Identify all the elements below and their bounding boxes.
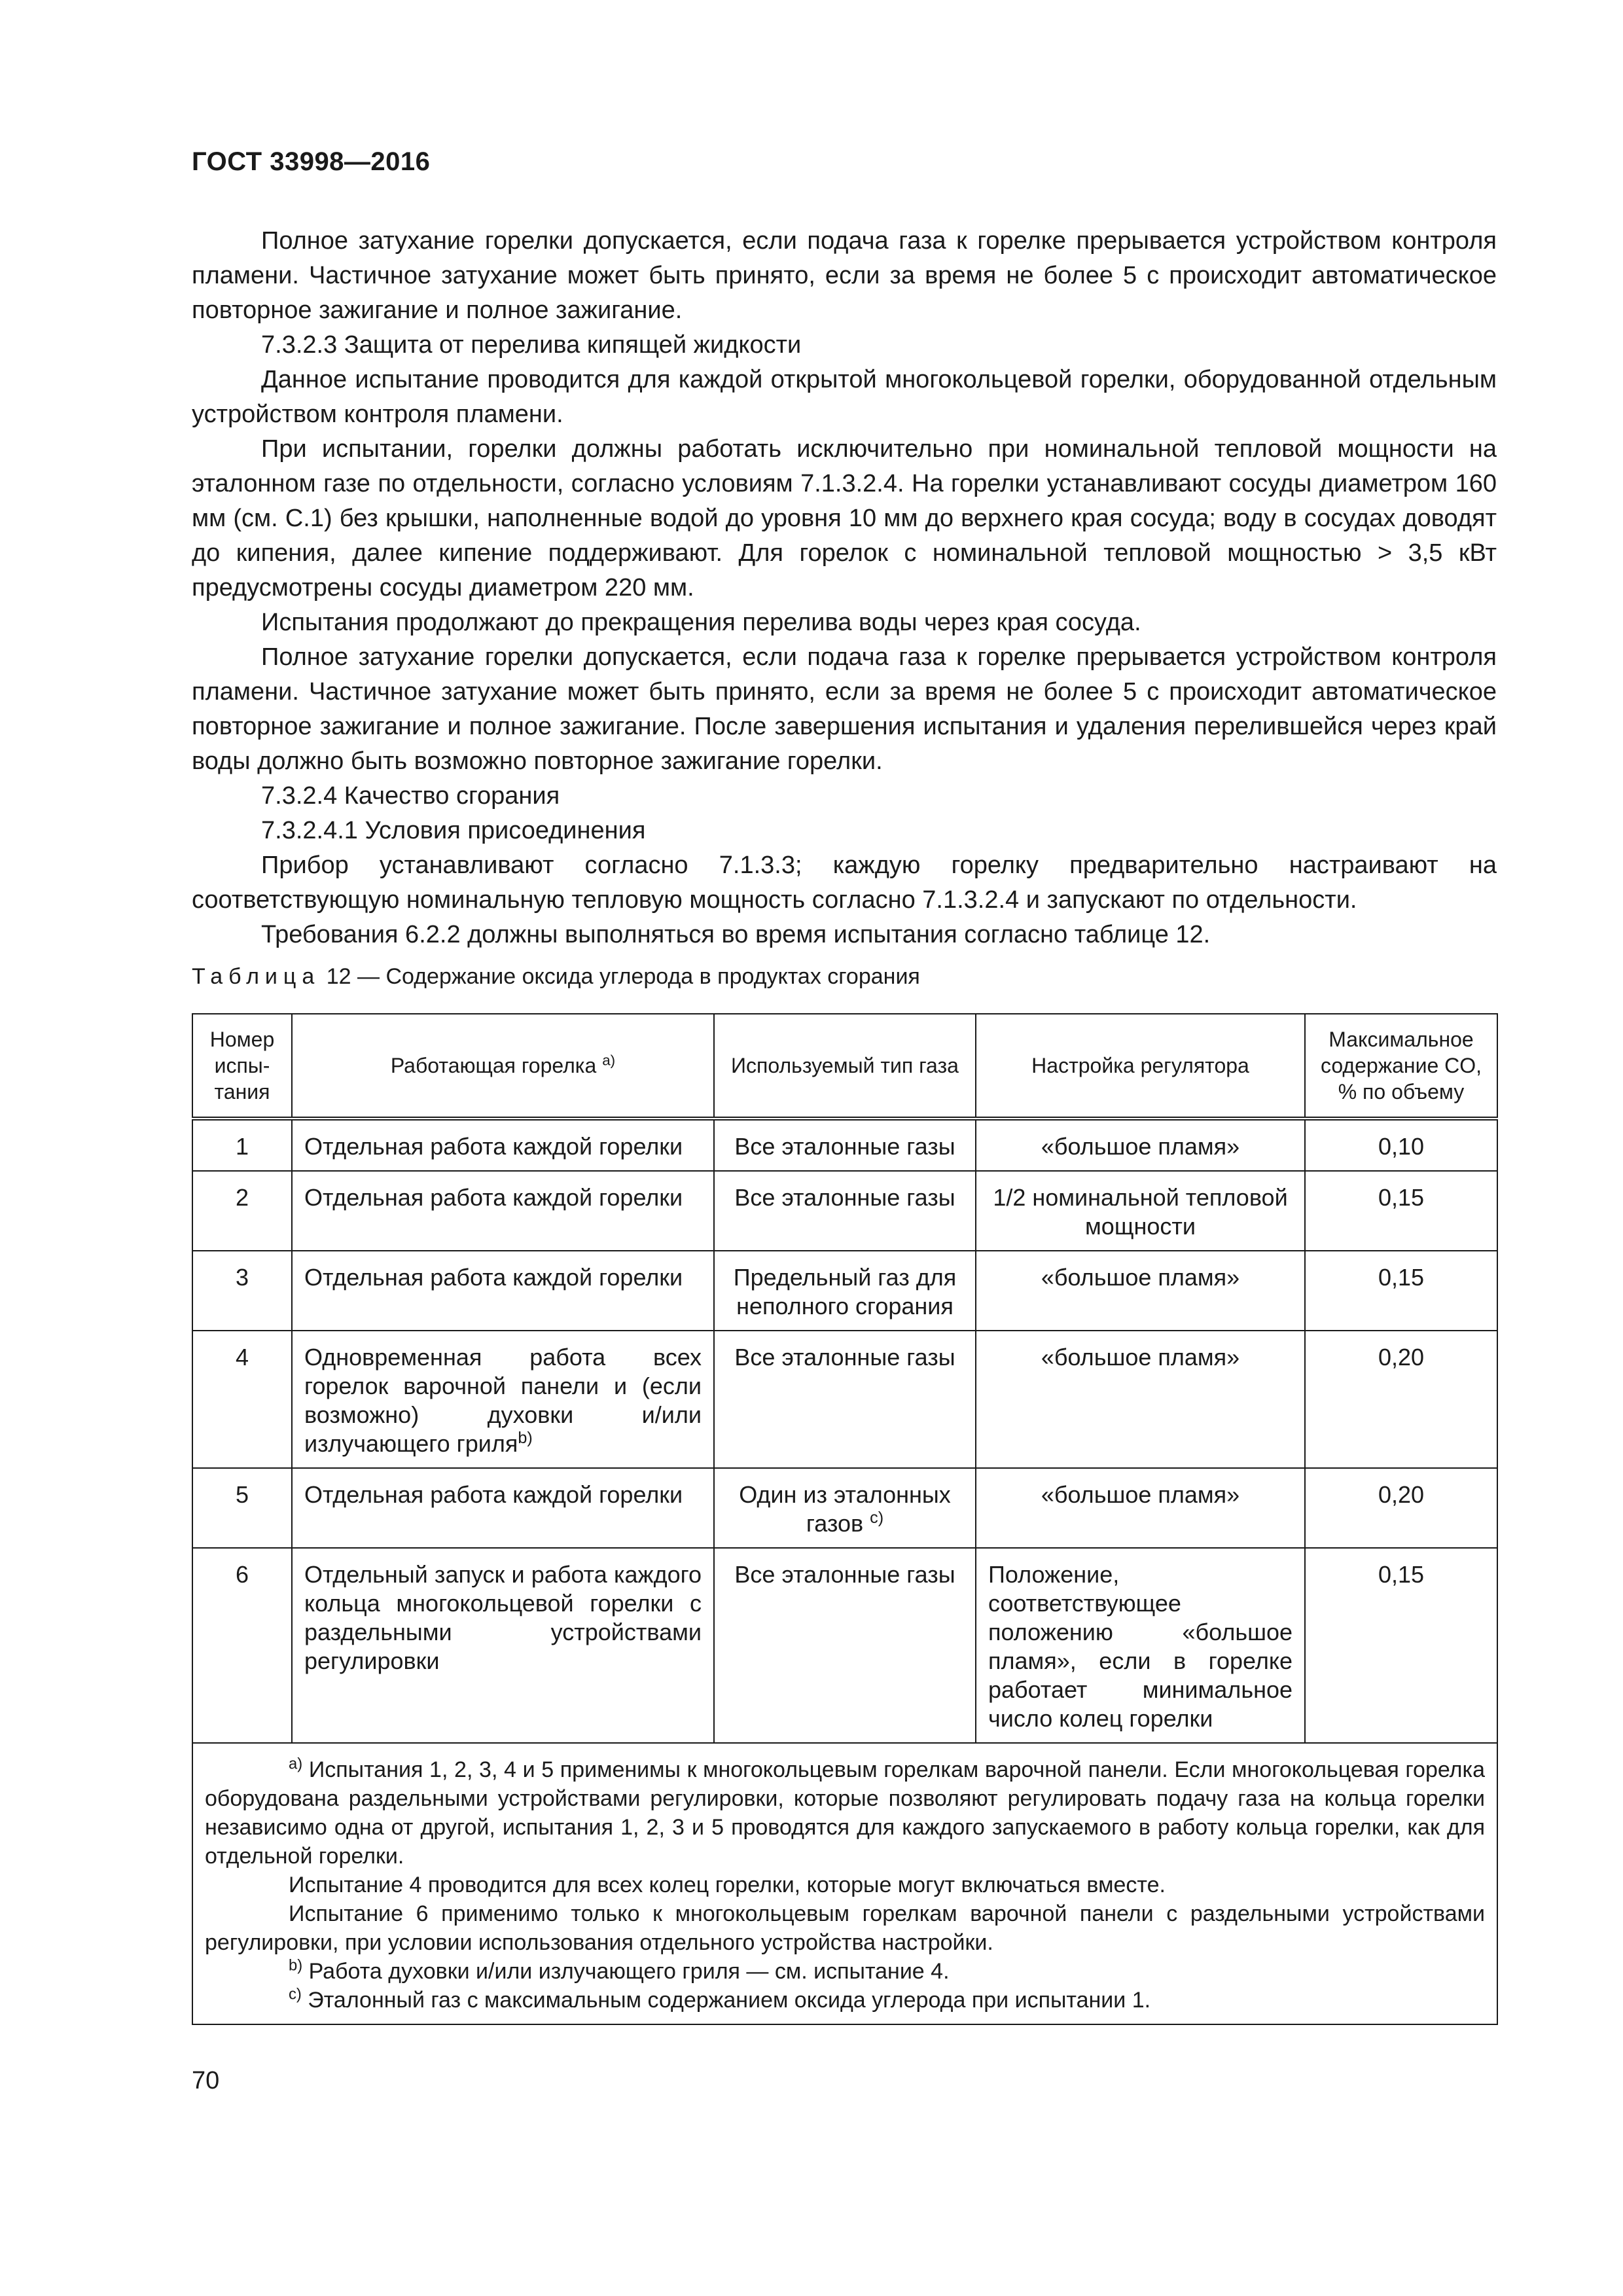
cell-max-co: 0,15 [1305,1548,1497,1743]
cell-burner: Отдельная работа каждой горелки [292,1468,714,1548]
table-row [192,1171,1497,1251]
table-row [192,1251,1497,1331]
header-burner: Работающая горелка $^{a)}$ [292,1014,714,1119]
paragraph: Прибор устанавливают согласно 7.1.3.3; каждую горелку предварительно настраивают на соответствующую номинальную тепловую мощность согласно 7.1.3.2.4 и запускают по отдельности. [192,852,1497,914]
section-heading: 7.3.2.4 Качество сгорания [261,782,560,810]
header-max-co: Максимальное содержание CO, % по объему [1305,1014,1497,1119]
cell-gas-type: Один из эталонных газов $^{c)}$ [714,1468,976,1548]
cell-burner: Отдельный запуск и работа каждого кольца многокольцевой горелки с раздельными устройствами регулировки [292,1548,714,1743]
cell-max-co: 0,15 [1305,1251,1497,1331]
cell-regulator: 1/2 номинальной тепловой мощности [976,1171,1305,1251]
table-header-row [192,1014,1497,1119]
cell-burner: Отдельная работа каждой горелки [292,1119,714,1171]
table-caption-text: 12 — Содержание оксида углерода в продуктах сгорания [326,964,920,989]
cell-max-co: 0,20 [1305,1468,1497,1548]
cell-burner: Отдельная работа каждой горелки [292,1251,714,1331]
header-regulator-setting: Настройка регулятора [976,1014,1305,1119]
cell-max-co: 0,10 [1305,1119,1497,1171]
cell-burner: Одновременная работа всех горелок варочной панели и (если возможно) духовки и/или излучающего гриля$^{b)}$ [292,1331,714,1468]
cell-test-number: 2 [192,1171,292,1251]
footnote-a-continued: Испытание 6 применимо только к многокольцевым горелкам варочной панели с раздельными устройствами регулировки, при условии использования отдельного устройства настройки. [205,1901,1485,1955]
section-heading: 7.3.2.4.1 Условия присоединения [261,817,646,844]
footnote-ref: c) [870,1509,884,1527]
body-text [192,224,1497,952]
paragraph: Испытания продолжают до прекращения перелива воды через края сосуда. [261,609,1141,636]
cell-test-number: 4 [192,1331,292,1468]
paragraph: При испытании, горелки должны работать исключительно при номинальной тепловой мощности на эталонном газе по отдельности, согласно условиям 7.1.3.2.4. На горелки устанавливают сосуды диаметром 160 мм (см. С.1) без крышки, наполненные водой до уровня 10 мм до верхнего края сосуда; воду в сосудах доводят до кипения, далее кипение поддерживают. Для горелок с номинальной тепловой мощностью > 3,5 кВт предусмотрены сосуды диаметром 220 мм. [192,435,1497,601]
cell-gas-type: Все эталонные газы [714,1548,976,1743]
paragraph: Полное затухание горелки допускается, если подача газа к горелке прерывается устройством контроля пламени. Частичное затухание может быть принято, если за время не более 5 с происходит автоматическое повторное зажигание и полное зажигание. После завершения испытания и удаления перелившейся через край воды должно быть возможно повторное зажигание горелки. [192,643,1497,775]
paragraph: Требования 6.2.2 должны выполняться во время испытания согласно таблице 12. [261,921,1211,948]
footnote-c: $^{c)}$ Эталонный газ с максимальным содержанием оксида углерода при испытании 1. [289,1985,1151,2013]
table-row [192,1468,1497,1548]
table-row [192,1331,1497,1468]
table-caption-label: Таблица [192,964,321,989]
cell-test-number: 3 [192,1251,292,1331]
table-row [192,1548,1497,1743]
cell-test-number: 1 [192,1119,292,1171]
footnote-a: $^{a)}$ Испытания 1, 2, 3, 4 и 5 применимы к многокольцевым горелкам варочной панели. Если многокольцевая горелка оборудована раздельными устройствами регулировки, которые позволяют регулировать подачу газа на кольца горелки независимо одна от другой, испытания 1, 2, 3 и 5 проводятся для каждого запускаемого в работу кольца горелки, как для отдельной горелки. [205,1755,1486,1869]
footnote-b: $^{b)}$ Работа духовки и/или излучающего гриля — см. испытание 4. [289,1956,950,1984]
paragraph: Данное испытание проводится для каждой открытой многокольцевой горелки, оборудованной отдельным устройством контроля пламени. [192,366,1497,428]
cell-test-number: 6 [192,1548,292,1743]
cell-regulator: «большое пламя» [976,1119,1305,1171]
document-id: ГОСТ 33998—2016 [192,147,431,176]
footnote-a-continued: Испытание 4 проводится для всех колец горелки, которые могут включаться вместе. [289,1873,1166,1897]
cell-gas-type: Все эталонные газы [714,1331,976,1468]
table-footnotes [192,1743,1497,2024]
cell-regulator: «большое пламя» [976,1251,1305,1331]
co-content-table [192,1013,1498,2025]
cell-test-number: 5 [192,1468,292,1548]
cell-max-co: 0,15 [1305,1171,1497,1251]
page-number: 70 [192,2067,220,2094]
cell-burner: Отдельная работа каждой горелки [292,1171,714,1251]
cell-regulator: «большое пламя» [976,1331,1305,1468]
cell-regulator: «большое пламя» [976,1468,1305,1548]
cell-max-co: 0,20 [1305,1331,1497,1468]
cell-regulator: Положение, соответствующее положению «большое пламя», если в горелке работает минимальное число колец горелки [976,1548,1305,1743]
footnote-ref: b) [518,1429,533,1447]
cell-gas-type: Все эталонные газы [714,1119,976,1171]
table-footnotes-row [192,1743,1497,2024]
footnote-ref: a) [602,1052,616,1069]
header-test-number: Номер испы-тания [192,1014,292,1119]
header-gas-type: Используемый тип газа [714,1014,976,1119]
section-heading: 7.3.2.3 Защита от перелива кипящей жидкости [261,331,802,359]
table-caption [192,962,920,991]
cell-gas-type: Все эталонные газы [714,1171,976,1251]
table-row [192,1119,1497,1171]
cell-gas-type: Предельный газ для неполного сгорания [714,1251,976,1331]
paragraph: Полное затухание горелки допускается, если подача газа к горелке прерывается устройством контроля пламени. Частичное затухание может быть принято, если за время не более 5 с происходит автоматическое повторное зажигание и полное зажигание. [192,227,1497,324]
